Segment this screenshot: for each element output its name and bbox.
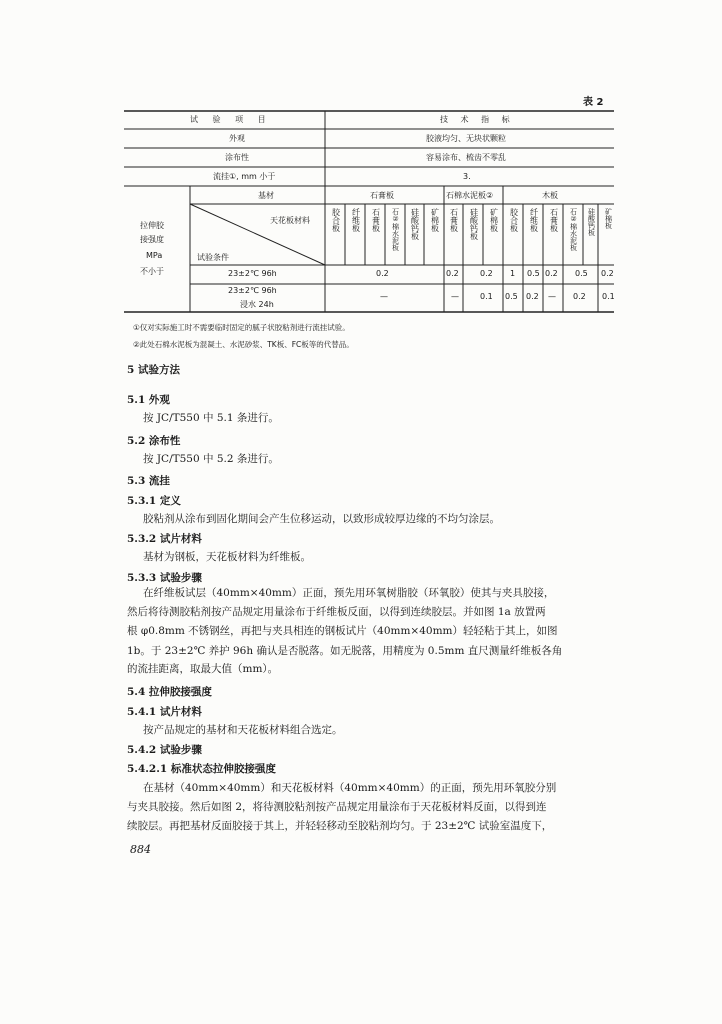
col-header: 胶合板 xyxy=(509,208,519,232)
body-line: 根 φ0.8mm 不锈钢丝，再把与夹具相连的钢板试片（40mm×40mm）轻轻粘于其上，如图 xyxy=(127,625,558,637)
body-line: 胶粘剂从涂布到固化期间会产生位移运动，以致形成较厚边缘的不均匀涂层。 xyxy=(143,513,500,525)
condition-1: 23±2℃ 96h xyxy=(228,269,277,278)
section-heading: 5 试验方法 xyxy=(127,364,180,376)
body-line: 1b。于 23±2℃ 养护 96h 确认是否脱落。如无脱落，用精度为 0.5mm 直尺测量纤维板各角 xyxy=(127,645,563,657)
r2-value: 0.1 xyxy=(480,292,493,301)
ceiling-material-label: 天花板材料 xyxy=(270,216,310,225)
body-line: 按 JC/T550 中 5.2 条进行。 xyxy=(143,453,279,465)
page-number: 884 xyxy=(130,843,151,856)
header-technical-index: 技 术 指 标 xyxy=(440,115,515,124)
spec-table xyxy=(0,0,722,360)
subsection-heading: 5.1 外观 xyxy=(127,394,170,406)
row-item: 流挂①, mm 小于 xyxy=(213,172,276,181)
r1-value: 0.5 xyxy=(527,269,540,278)
row-item: 外观 xyxy=(229,134,245,143)
body-line: 在纤维板试层（40mm×40mm）正面，预先用环氧树脂胶（环氧胶）使其与夹具胶接， xyxy=(143,587,555,599)
body-line: 然后将待测胶粘剂按产品规定用量涂布于纤维板反面，以得到连续胶层。并如图 1a 放置两 xyxy=(127,606,546,618)
body-line: 与夹具胶接。然后如图 2，将待测胶粘剂按产品规定用量涂布于天花板材料反面，以得到连 xyxy=(127,801,547,813)
row-value: 容易涂布、梳齿不零乱 xyxy=(426,153,506,162)
r2-value: — xyxy=(548,292,556,301)
tensile-label: 接强度 xyxy=(140,235,164,244)
col-header: 硅酸钙板 xyxy=(469,208,479,240)
col-header: 矿棉板 xyxy=(489,208,499,232)
subsection-heading: 5.4.1 试片材料 xyxy=(127,706,202,718)
r2-value: 0.2 xyxy=(526,292,539,301)
body-line: 按产品规定的基材和天花板材料组合选定。 xyxy=(143,724,343,736)
body-line: 的流挂距离，取最大值（mm）。 xyxy=(127,663,279,675)
col-header: 纤维板 xyxy=(529,208,539,232)
r2-value: 0.1 xyxy=(602,292,615,301)
row-value: 3. xyxy=(463,172,471,181)
row-item: 涂布性 xyxy=(225,153,249,162)
condition-2a: 23±2℃ 96h xyxy=(228,286,277,295)
col-header: 石②棉水泥板 xyxy=(569,208,578,251)
subsection-heading: 5.4.2.1 标准状态拉伸胶接强度 xyxy=(127,763,276,775)
subsection-heading: 5.3.1 定义 xyxy=(127,495,181,507)
subsection-heading: 5.2 涂布性 xyxy=(127,435,181,447)
r1-value: 0.2 xyxy=(601,269,614,278)
col-header: 石②棉水泥板 xyxy=(391,208,400,251)
tensile-label: 不小于 xyxy=(140,267,164,276)
r1-value: 0.2 xyxy=(480,269,493,278)
table-number: 表 2 xyxy=(583,97,604,108)
r2-value: — xyxy=(380,292,388,301)
body-line: 在基材（40mm×40mm）和天花板材料（40mm×40mm）的正面，预先用环氧胶分别 xyxy=(143,782,557,794)
r1-value: 0.2 xyxy=(376,269,389,278)
subsection-heading: 5.4.2 试验步骤 xyxy=(127,744,202,756)
col-header: 硅酸钙板 xyxy=(587,208,596,236)
subsection-heading: 5.4 拉伸胶接强度 xyxy=(127,686,212,698)
r1-value: 0.2 xyxy=(545,269,558,278)
col-header: 矿棉板 xyxy=(430,208,440,232)
substrate-label: 基材 xyxy=(258,191,274,200)
r2-value: 0.2 xyxy=(573,292,586,301)
col-header: 纤维板 xyxy=(351,208,361,232)
table-note: ②此处石棉水泥板为混凝土、水泥砂浆、TK板、FC板等的代替品。 xyxy=(133,340,354,349)
group-wood: 木板 xyxy=(542,191,558,200)
body-line: 续胶层。再把基材反面胶接于其上，并轻轻移动至胶粘剂均匀。于 23±2℃ 试验室温度下， xyxy=(127,820,553,832)
group-asbestos-cement: 石棉水泥板② xyxy=(446,191,494,200)
group-gypsum: 石膏板 xyxy=(370,191,394,200)
table-note: ①仅对实际施工时不需要临时固定的腻子状胶粘剂进行流挂试验。 xyxy=(133,323,350,332)
header-test-item: 试 验 项 目 xyxy=(190,115,272,124)
row-value: 胶液均匀、无块状颗粒 xyxy=(426,134,506,143)
body-line: 基材为钢板，天花板材料为纤维板。 xyxy=(143,551,311,563)
col-header: 矿棉板 xyxy=(604,208,613,229)
r1-value: 0.2 xyxy=(446,269,459,278)
condition-2b: 浸水 24h xyxy=(240,300,274,309)
r1-value: 0.5 xyxy=(575,269,588,278)
table-grid xyxy=(0,0,722,360)
body-line: 按 JC/T550 中 5.1 条进行。 xyxy=(143,412,279,424)
subsection-heading: 5.3.3 试验步骤 xyxy=(127,572,202,584)
tensile-label: MPa xyxy=(146,251,163,260)
col-header: 硅酸钙板 xyxy=(410,208,420,240)
r2-value: 0.5 xyxy=(505,292,518,301)
col-header: 胶合板 xyxy=(331,208,341,232)
col-header: 石膏板 xyxy=(449,208,459,232)
col-header: 石膏板 xyxy=(549,208,559,232)
tensile-label: 拉伸胶 xyxy=(140,221,164,230)
r2-value: — xyxy=(451,292,459,301)
r1-value: 1 xyxy=(510,269,516,278)
subsection-heading: 5.3.2 试片材料 xyxy=(127,533,202,545)
subsection-heading: 5.3 流挂 xyxy=(127,475,170,487)
col-header: 石膏板 xyxy=(371,208,381,232)
test-condition-label: 试验条件 xyxy=(197,253,229,262)
